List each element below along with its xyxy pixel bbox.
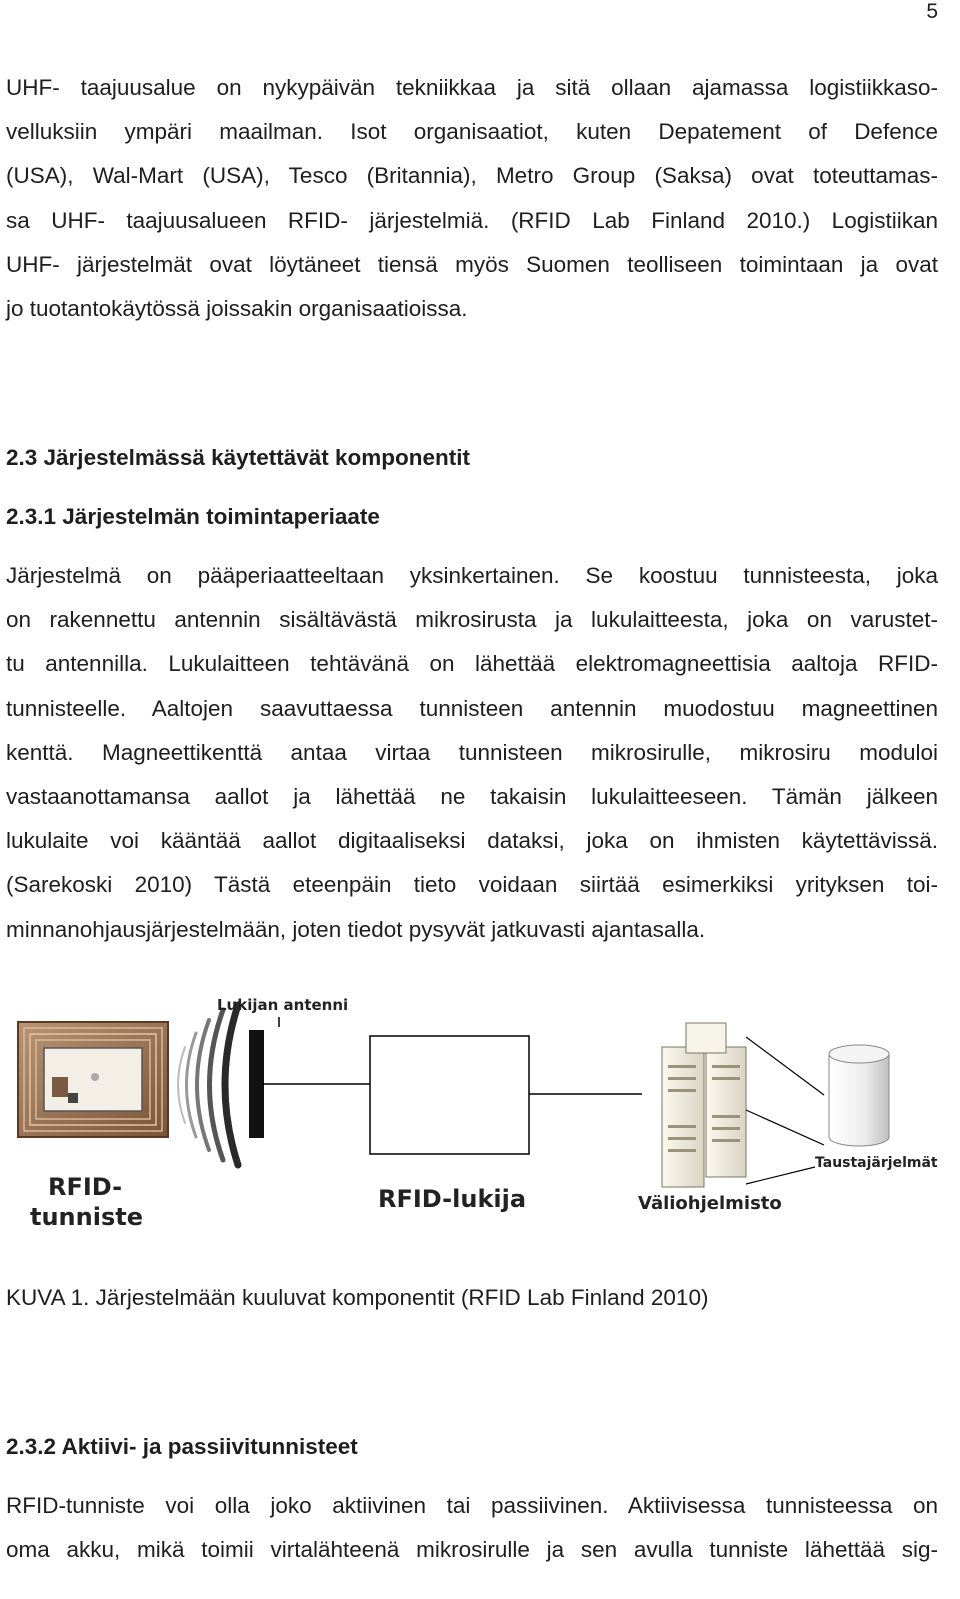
connector-line: [746, 1037, 824, 1095]
text-line: lukulaite voi kääntää aallot digitaaliseksi dataksi, joka on ihmisten käytettävissä.: [6, 828, 938, 854]
text-line: oma akku, mikä toimii virtalähteenä mikrosirulle ja sen avulla tunniste lähettää sig-: [6, 1537, 938, 1563]
text-line: tunnisteelle. Aaltojen saavuttaessa tunnisteen antennin muodostuu magneettinen: [6, 695, 938, 721]
subsection-heading: 2.3.2 Aktiivi- ja passiivitunnisteet: [6, 1434, 358, 1459]
rfid-tag-icon: [18, 1022, 168, 1137]
text-line: UHF- taajuusalue on nykypäivän tekniikkaa ja sitä ollaan ajamassa logistiikkaso-: [6, 75, 938, 100]
tag-label: tunniste: [30, 1203, 143, 1231]
text-line: velluksiin ympäri maailman. Isot organisaatiot, kuten Depatement of Defence: [6, 119, 938, 145]
middleware-label: Väliohjelmisto: [638, 1193, 782, 1214]
text-line: (USA), Wal-Mart (USA), Tesco (Britannia), Metro Group (Saksa) ovat toteuttamas-: [6, 163, 938, 189]
subsection-heading: 2.3.1 Järjestelmän toimintaperiaate: [6, 504, 380, 529]
database-icon: [829, 1045, 889, 1146]
rfid-system-diagram: [0, 985, 960, 1240]
radio-waves-icon: [178, 1005, 238, 1165]
text-line: RFID-tunniste voi olla joko aktiivinen tai passiivinen. Aktiivisessa tunnisteessa on: [6, 1493, 938, 1518]
text-line: vastaanottamansa aallot ja lähettää ne takaisin lukulaitteeseen. Tämän jälkeen: [6, 784, 938, 810]
figure-caption: KUVA 1. Järjestelmään kuuluvat komponentit (RFID Lab Finland 2010): [6, 1285, 709, 1310]
reader-antenna-label: Lukijan antenni: [217, 996, 349, 1014]
text-line: minnanohjausjärjestelmään, joten tiedot pysyvät jatkuvasti ajantasalla.: [6, 916, 706, 942]
text-line: jo tuotantokäytössä joissakin organisaatioissa.: [6, 296, 468, 322]
section-heading: 2.3 Järjestelmässä käytettävät komponentit: [6, 445, 470, 470]
page-number: 5: [926, 0, 938, 23]
text-line: Järjestelmä on pääperiaatteeltaan yksinkertainen. Se koostuu tunnisteesta, joka: [6, 563, 938, 588]
body-paragraph: [6, 554, 938, 952]
reader-label: RFID-lukija: [378, 1185, 527, 1213]
text-line: sa UHF- taajuusalueen RFID- järjestelmiä. (RFID Lab Finland 2010.) Logistiikan: [6, 207, 938, 233]
text-line: on rakennettu antennin sisältävästä mikrosirusta ja lukulaitteesta, joka on varustet-: [6, 607, 938, 633]
text-line: (Sarekoski 2010) Tästä eteenpäin tieto voidaan siirtää esimerkiksi yrityksen toi-: [6, 872, 938, 898]
text-line: kenttä. Magneettikenttä antaa virtaa tunnisteen mikrosirulle, mikrosiru moduloi: [6, 739, 938, 765]
server-icon: [662, 1023, 746, 1187]
text-line: UHF- järjestelmät ovat löytäneet tiensä myös Suomen teolliseen toimintaan ja ovat: [6, 251, 938, 277]
rfid-reader-box: [370, 1036, 529, 1154]
text-line: tu antennilla. Lukulaitteen tehtävänä on lähettää elektromagneettisia aaltoja RFID-: [6, 651, 938, 677]
reader-antenna-icon: [249, 1030, 264, 1138]
backend-label: Taustajärjelmät: [815, 1155, 938, 1171]
body-paragraph: [6, 1484, 938, 1572]
connector-line: [746, 1110, 824, 1145]
tag-label: RFID-: [48, 1173, 123, 1201]
connector-line: [746, 1167, 815, 1184]
intro-paragraph: [6, 66, 938, 331]
